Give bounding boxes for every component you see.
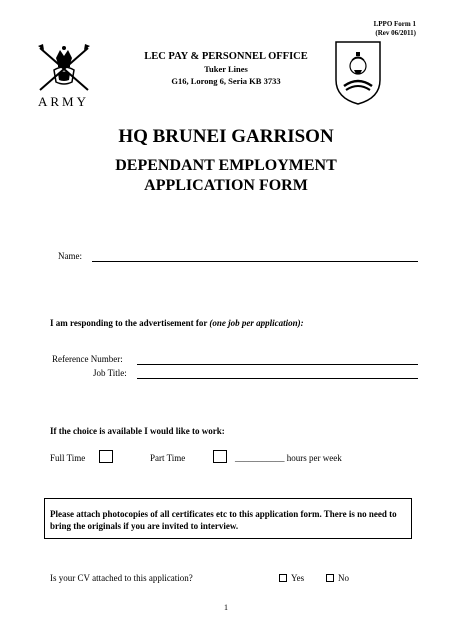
reference-number-label: Reference Number: — [52, 354, 123, 364]
reference-number-field[interactable] — [137, 364, 418, 365]
advert-statement-text: I am responding to the advertisement for — [50, 318, 208, 328]
hours-per-week-label: hours per week — [286, 453, 342, 463]
checkbox-icon[interactable] — [326, 574, 334, 582]
form-code: LPPO Form 1 — [373, 20, 416, 28]
work-preference-heading: If the choice is available I would like to work: — [50, 426, 225, 436]
name-label: Name: — [58, 251, 82, 261]
cv-no-option[interactable] — [326, 573, 349, 583]
name-field[interactable] — [92, 261, 418, 262]
part-time-checkbox[interactable] — [213, 450, 227, 463]
form-reference — [374, 20, 416, 38]
form-subtitle-line2: APPLICATION FORM — [144, 177, 308, 194]
page-title: HQ BRUNEI GARRISON — [118, 126, 334, 147]
cv-yes-option[interactable] — [279, 573, 304, 583]
army-wordmark: ARMY — [38, 94, 90, 109]
office-details — [0, 50, 452, 87]
form-revision: (Rev 06/2011) — [375, 29, 416, 37]
hours-blank: ___________ — [235, 453, 285, 463]
office-address-line1: Tuker Lines — [204, 64, 248, 74]
page-number: 1 — [224, 603, 228, 612]
full-time-checkbox[interactable] — [99, 450, 113, 463]
hours-per-week-field[interactable] — [235, 453, 342, 463]
office-address-line2: G16, Lorong 6, Seria KB 3733 — [171, 76, 281, 86]
garrison-shield-icon — [334, 40, 382, 106]
advert-statement — [50, 318, 304, 328]
full-time-label: Full Time — [50, 453, 86, 463]
cv-yes-label: Yes — [291, 573, 305, 583]
cv-question: Is your CV attached to this application? — [50, 573, 193, 583]
part-time-label: Part Time — [150, 453, 186, 463]
form-subtitle — [0, 156, 452, 196]
cv-no-label: No — [338, 573, 349, 583]
form-subtitle-line1: DEPENDANT EMPLOYMENT — [115, 157, 337, 174]
job-title-field[interactable] — [137, 378, 418, 379]
checkbox-icon[interactable] — [279, 574, 287, 582]
office-name: LEC PAY & PERSONNEL OFFICE — [144, 51, 308, 62]
certificates-notice: Please attach photocopies of all certificates etc to this application form. There is no need to bring the originals if you are invited to interview. — [44, 498, 412, 539]
advert-note: (one job per application): — [209, 318, 304, 328]
job-title-label: Job Title: — [93, 368, 127, 378]
